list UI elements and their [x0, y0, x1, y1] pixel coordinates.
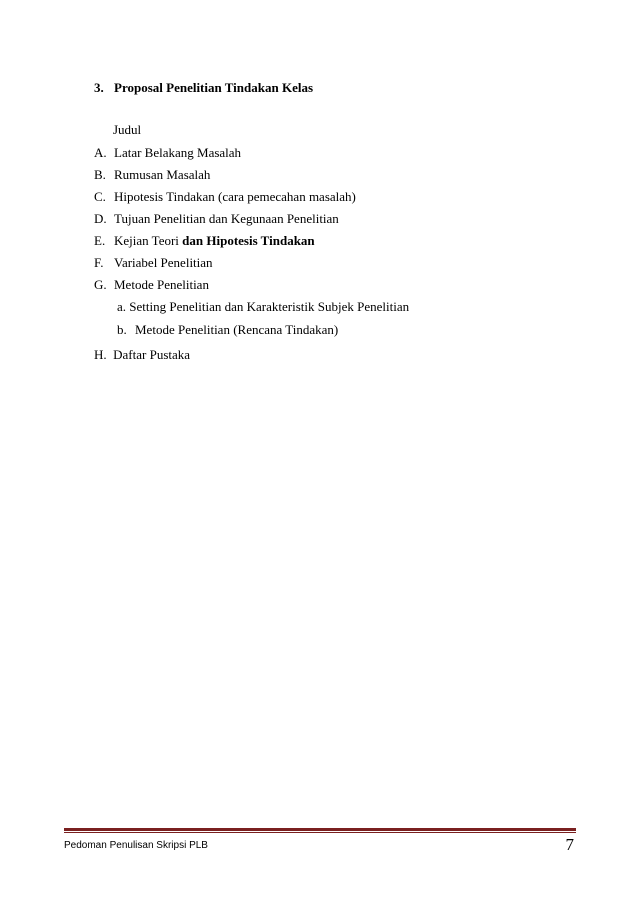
- list-item: [94, 145, 241, 161]
- sub-list-item-text: Setting Penelitian dan Karakteristik Subjek Penelitian: [129, 299, 410, 314]
- list-item-text: Latar Belakang Masalah: [114, 145, 242, 160]
- section-number: 3.: [94, 80, 104, 95]
- page-number: 7: [565, 835, 574, 854]
- list-marker: C.: [94, 189, 106, 204]
- list-marker: E.: [94, 233, 106, 248]
- list-item: [94, 167, 210, 183]
- list-item: [94, 277, 209, 293]
- sub-list-item-text: Metode Penelitian (Rencana Tindakan): [135, 322, 339, 337]
- footer-rule-thin: [64, 832, 576, 833]
- list-marker: H.: [94, 347, 107, 362]
- sub-list-item: [117, 299, 409, 315]
- list-item-text: Kejian Teori: [114, 233, 179, 248]
- sub-list-marker: b.: [117, 322, 127, 337]
- list-marker: D.: [94, 211, 107, 226]
- list-marker: B.: [94, 167, 106, 182]
- list-item: [94, 347, 190, 363]
- list-item-text: Variabel Penelitian: [114, 255, 213, 270]
- list-marker: F.: [94, 255, 104, 270]
- list-item-text: Metode Penelitian: [114, 277, 209, 292]
- section-title: Proposal Penelitian Tindakan Kelas: [114, 80, 314, 95]
- sub-list-item: [117, 322, 338, 338]
- footer-title: Pedoman Penulisan Skripsi PLB: [64, 840, 208, 851]
- list-item: [94, 233, 315, 249]
- list-item-bold-text: dan Hipotesis Tindakan: [182, 233, 315, 248]
- list-marker: A.: [94, 145, 107, 160]
- list-item-text: Tujuan Penelitian dan Kegunaan Penelitian: [114, 211, 339, 226]
- list-item: [94, 255, 213, 271]
- list-item-text: Hipotesis Tindakan (cara pemecahan masalah): [114, 189, 356, 204]
- sub-list-marker: a.: [117, 299, 127, 314]
- list-item: [94, 211, 339, 227]
- list-marker: G.: [94, 277, 107, 292]
- list-item-text: Rumusan Masalah: [114, 167, 211, 182]
- list-item: [94, 189, 356, 205]
- judul-label: Judul: [113, 122, 142, 137]
- list-item-text: Daftar Pustaka: [113, 347, 191, 362]
- footer-rule: [64, 828, 576, 831]
- section-heading: [94, 80, 313, 96]
